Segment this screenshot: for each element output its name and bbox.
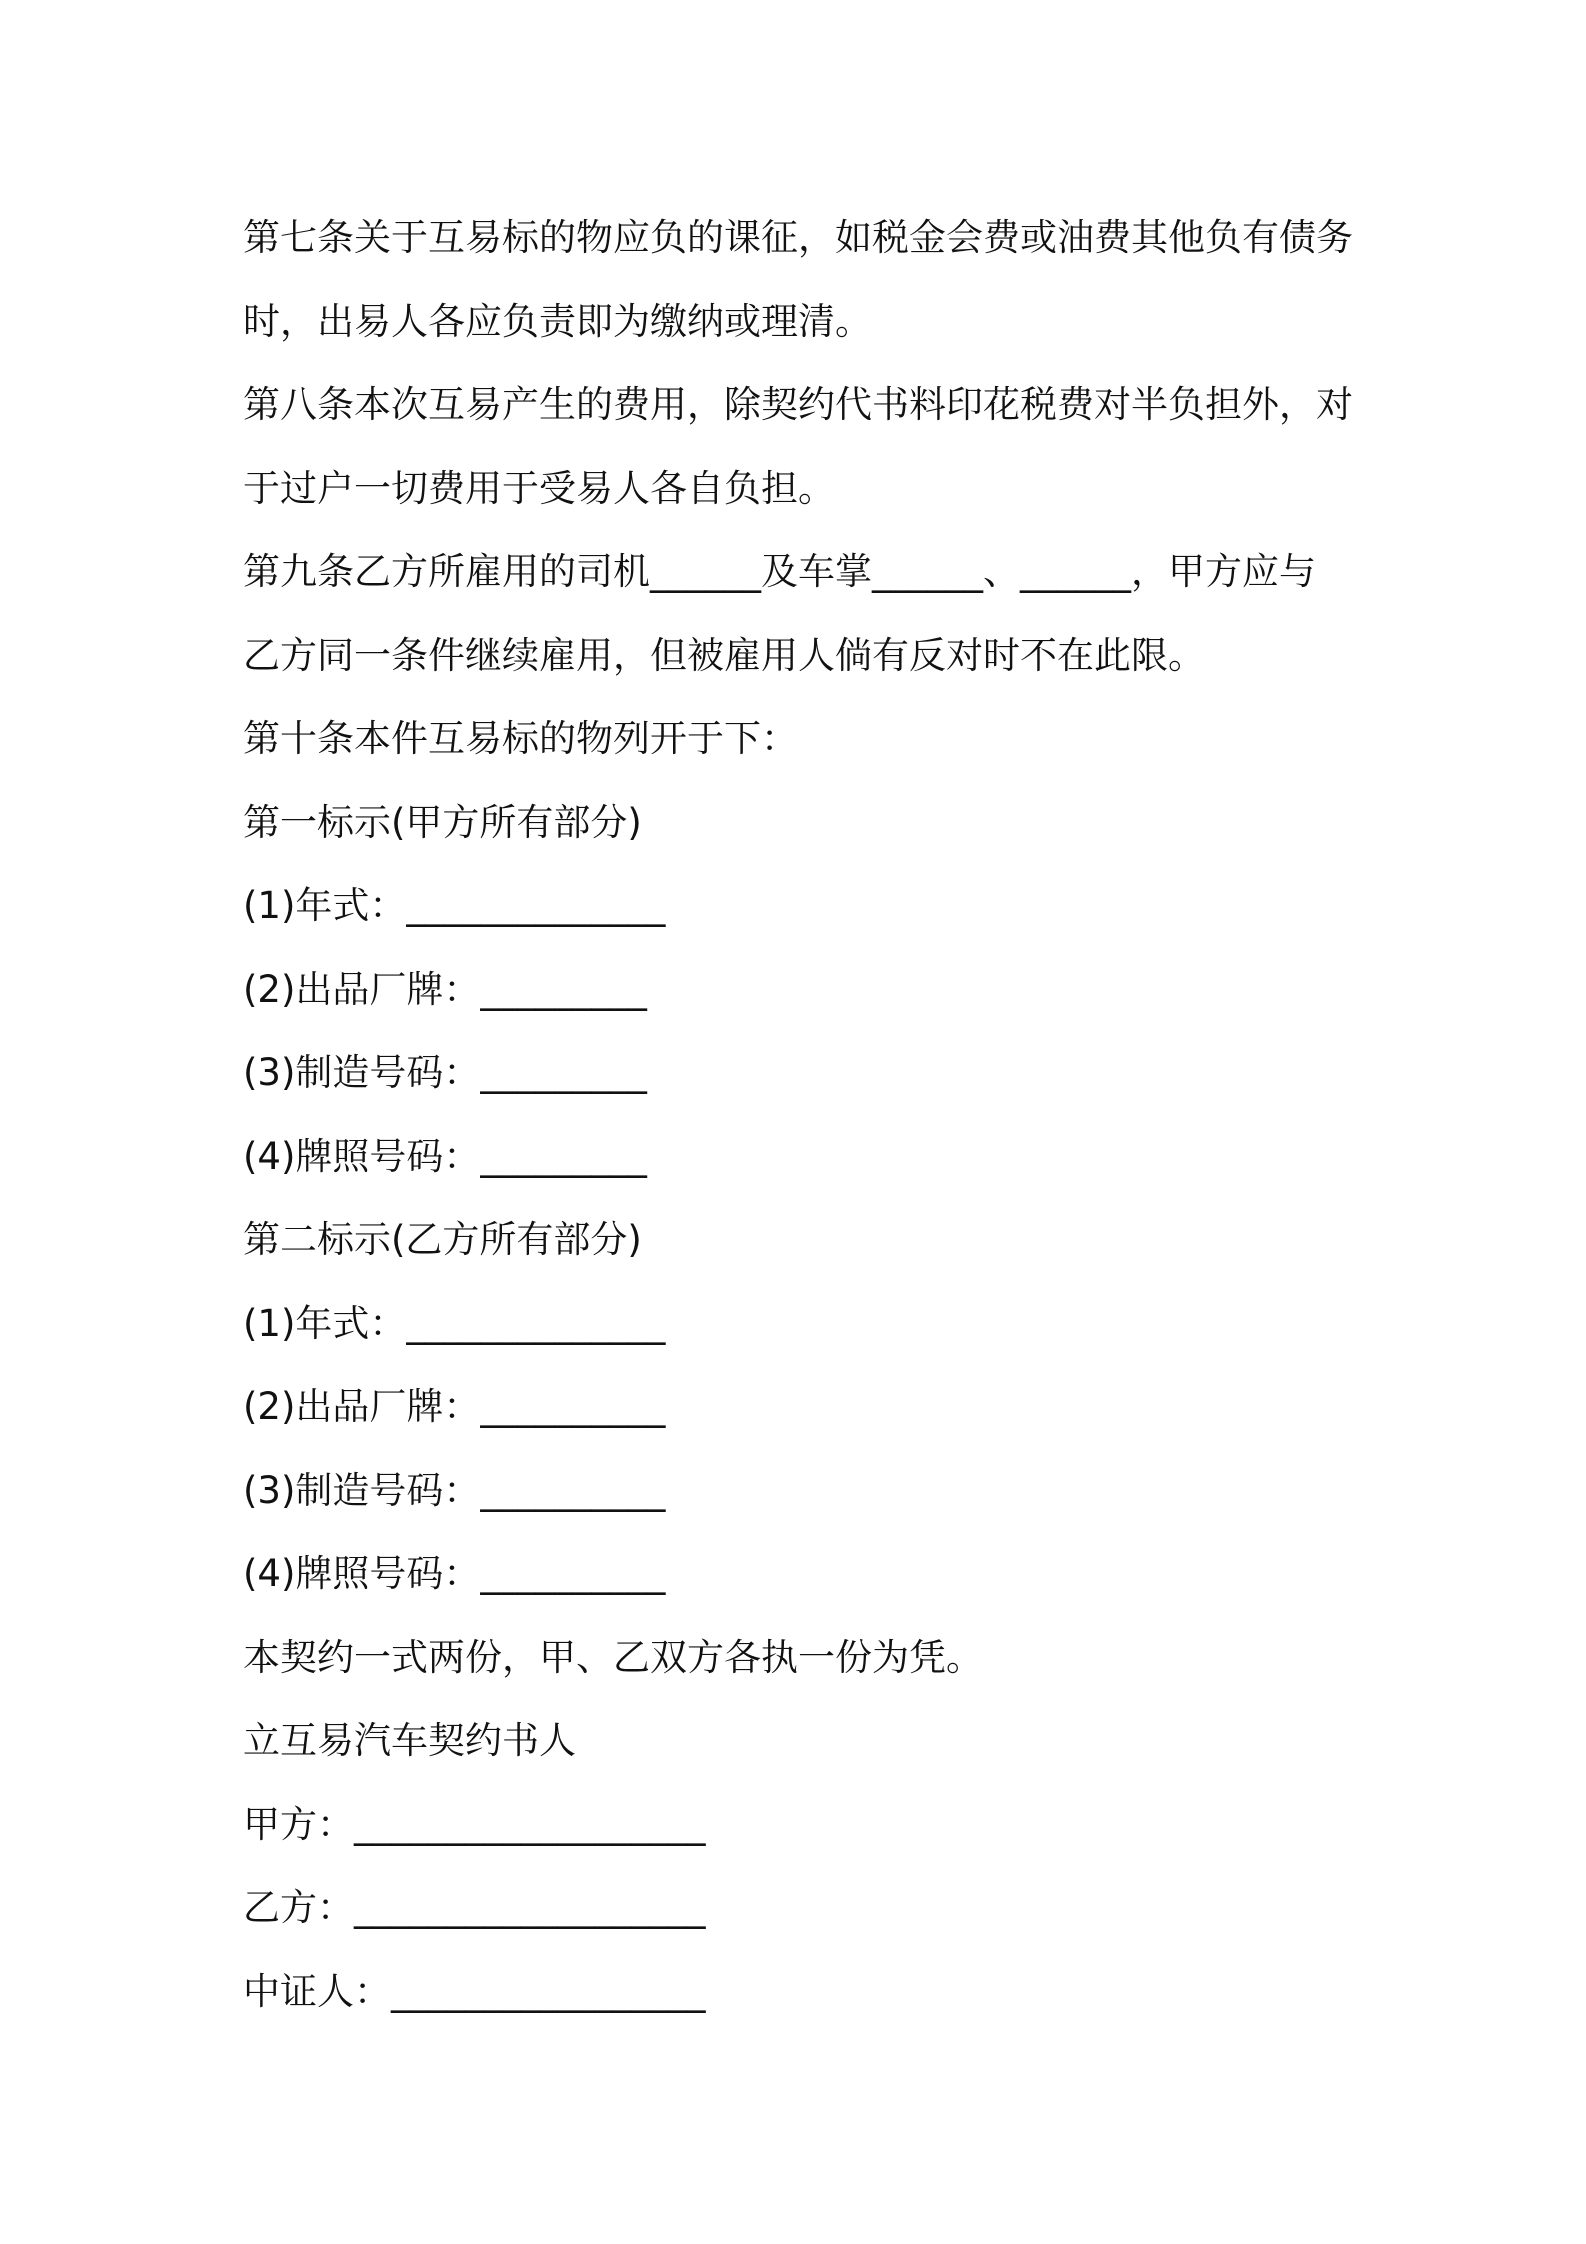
party-b-signature-field: 乙方：___________________ [243, 1886, 706, 1929]
second-brand-field: (2)出品厂牌：__________ [243, 1385, 666, 1428]
clause-7-line-1: 第七条关于互易标的物应负的课征，如税金会费或油费其他负有债务 [243, 216, 1353, 259]
clause-7-line-2: 时，出易人各应负责即为缴纳或理清。 [243, 299, 872, 343]
second-plate-number-field: (4)牌照号码：__________ [243, 1552, 666, 1595]
witness-signature-field: 中证人：_________________ [243, 1969, 706, 2013]
first-listing-heading: 第一标示(甲方所有部分) [243, 800, 642, 844]
first-brand-field: (2)出品厂牌：_________ [243, 967, 647, 1011]
clause-8-line-2: 于过户一切费用于受易人各自负担。 [243, 466, 835, 510]
second-serial-number-field: (3)制造号码：__________ [243, 1468, 666, 1512]
copies-statement: 本契约一式两份，甲、乙双方各执一份为凭。 [243, 1635, 983, 1679]
first-serial-number-field: (3)制造号码：_________ [243, 1051, 647, 1094]
second-listing-heading: 第二标示(乙方所有部分) [243, 1218, 642, 1261]
clause-10-heading: 第十条本件互易标的物列开于下： [243, 717, 798, 760]
party-a-signature-field: 甲方：___________________ [243, 1802, 706, 1846]
first-model-year-field: (1)年式：______________ [243, 884, 666, 927]
document-body [243, 196, 1363, 2033]
clause-9-line-2: 乙方同一条件继续雇用，但被雇用人倘有反对时不在此限。 [243, 633, 1205, 677]
clause-9-line-1: 第九条乙方所雇用的司机______及车掌______、______，甲方应与 [243, 550, 1316, 593]
clause-8-line-1: 第八条本次互易产生的费用，除契约代书料印花税费对半负担外，对 [243, 383, 1353, 426]
first-plate-number-field: (4)牌照号码：_________ [243, 1134, 647, 1178]
second-model-year-field: (1)年式：______________ [243, 1301, 666, 1345]
signatories-heading: 立互易汽车契约书人 [243, 1719, 576, 1762]
